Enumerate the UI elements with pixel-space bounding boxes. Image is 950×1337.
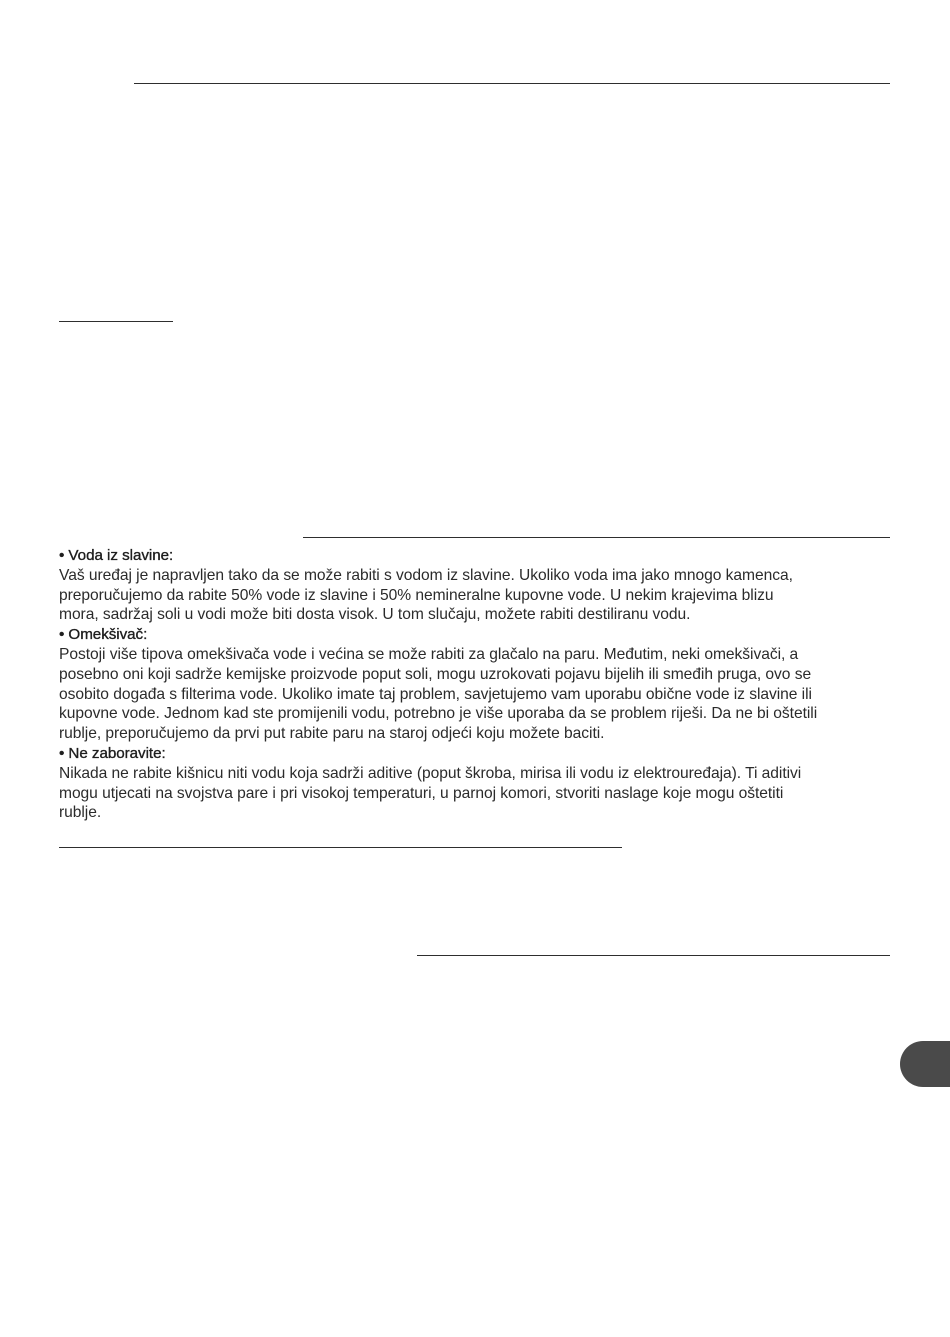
body-line: osobito događa s filterima vode. Ukoliko imate taj problem, savjetujemo vam uporabu obične vode iz slavine ili xyxy=(59,685,812,703)
section-divider-lower xyxy=(59,847,622,848)
body-line: mora, sadržaj soli u vodi može biti dosta visok. U tom slučaju, možete rabiti destiliranu vodu. xyxy=(59,606,691,624)
body-line: Vaš uređaj je napravljen tako da se može rabiti s vodom iz slavine. Ukoliko voda ima jako mnogo kamenca, xyxy=(59,566,793,584)
body-line: rublje, preporučujemo da prvi put rabite paru na staroj odjeći koju možete baciti. xyxy=(59,725,605,743)
section-softener xyxy=(59,625,899,744)
body-line: mogu utjecati na svojstva pare i pri visokoj temperaturi, u parnoj komori, stvoriti naslage koje mogu oštetiti xyxy=(59,784,784,802)
body-line: kupovne vode. Jednom kad ste promijenili vodu, potrebno je više uporaba da se problem riješi. Da ne bi oštetili xyxy=(59,705,818,723)
section-divider-bottom xyxy=(417,955,890,956)
body-line: Postoji više tipova omekšivača vode i većina se može rabiti za glačalo na paru. Međutim, neki omekšivači, a xyxy=(59,645,799,663)
section-heading: • Voda iz slavine: xyxy=(59,547,174,564)
section-tap-water xyxy=(59,546,899,625)
section-divider-water-heading xyxy=(303,537,890,538)
body-line: posebno oni koji sadrže kemijske proizvode poput soli, mogu uzrokovati pojavu bijelih ili smeđih pruga, ovo se xyxy=(59,665,812,683)
body-line: Nikada ne rabite kišnicu niti vodu koja sadrži aditive (poput škroba, mirisa ili vodu iz elektrouređaja). Ti aditivi xyxy=(59,764,802,782)
section-body xyxy=(59,645,899,744)
body-line: rublje. xyxy=(59,804,102,822)
section-body xyxy=(59,566,899,625)
body-line: preporučujemo da rabite 50% vode iz slavine i 50% nemineralne kupovne vode. U nekim krajevima blizu xyxy=(59,586,774,604)
section-heading: • Omekšivač: xyxy=(59,626,148,644)
section-divider-short xyxy=(59,321,173,322)
water-instructions xyxy=(59,546,899,823)
section-do-not-forget xyxy=(59,744,899,823)
page-tab-marker xyxy=(900,1041,950,1087)
section-body xyxy=(59,764,899,823)
section-divider-top xyxy=(134,83,890,84)
section-heading: • Ne zaboravite: xyxy=(59,744,166,762)
